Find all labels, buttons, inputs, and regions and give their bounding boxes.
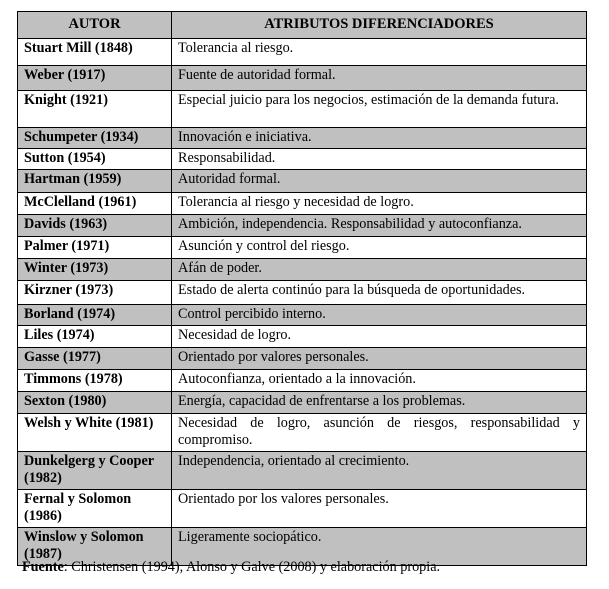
cell-autor: Liles (1974): [18, 326, 172, 348]
cell-attributes: Control percibido interno.: [172, 305, 587, 326]
cell-attributes: Responsabilidad.: [172, 149, 587, 170]
cell-autor: Gasse (1977): [18, 348, 172, 370]
cell-autor: Kirzner (1973): [18, 281, 172, 305]
cell-autor: Sexton (1980): [18, 392, 172, 414]
table-row: [18, 281, 587, 305]
cell-attributes: Autoridad formal.: [172, 170, 587, 193]
cell-attributes: Orientado por los valores personales.: [172, 490, 587, 528]
cell-attributes: Afán de poder.: [172, 259, 587, 281]
source-text: : Christensen (1994), Alonso y Galve (2008) y elaboración propia.: [63, 559, 441, 575]
cell-autor: Davids (1963): [18, 215, 172, 237]
attributes-table: [17, 11, 587, 566]
table-row: [18, 66, 587, 91]
table-row: [18, 348, 587, 370]
table-row: [18, 170, 587, 193]
table-row: [18, 414, 587, 452]
cell-attributes: Energía, capacidad de enfrentarse a los problemas.: [172, 392, 587, 414]
table-row: [18, 305, 587, 326]
cell-attributes: Tolerancia al riesgo y necesidad de logro.: [172, 193, 587, 215]
cell-autor: Sutton (1954): [18, 149, 172, 170]
cell-autor: Stuart Mill (1848): [18, 39, 172, 66]
cell-autor: Borland (1974): [18, 305, 172, 326]
cell-attributes: Ligeramente sociopático.: [172, 528, 587, 566]
cell-attributes: Autoconfianza, orientado a la innovación.: [172, 370, 587, 392]
cell-autor: McClelland (1961): [18, 193, 172, 215]
source-note: [22, 559, 440, 576]
table-row: [18, 490, 587, 528]
table-row: [18, 259, 587, 281]
table-row: [18, 128, 587, 149]
cell-autor: Fernal y Solomon (1986): [18, 490, 172, 528]
table-row: [18, 237, 587, 259]
source-label: Fuente: [22, 559, 64, 575]
cell-attributes: Ambición, independencia. Responsabilidad y autoconfianza.: [172, 215, 587, 237]
cell-attributes: Independencia, orientado al crecimiento.: [172, 452, 587, 490]
table-row: [18, 392, 587, 414]
cell-autor: Winslow y Solomon (1987): [18, 528, 172, 566]
cell-attributes: Estado de alerta continúo para la búsqueda de oportunidades.: [172, 281, 587, 305]
cell-attributes: Orientado por valores personales.: [172, 348, 587, 370]
cell-attributes: Innovación e iniciativa.: [172, 128, 587, 149]
cell-attributes: Fuente de autoridad formal.: [172, 66, 587, 91]
table-row: [18, 326, 587, 348]
table-row: [18, 452, 587, 490]
table-row: [18, 215, 587, 237]
table-row: [18, 91, 587, 128]
header-autor: AUTOR: [18, 12, 172, 39]
table-row: [18, 149, 587, 170]
table-body: [18, 39, 587, 566]
cell-attributes: Asunción y control del riesgo.: [172, 237, 587, 259]
cell-attributes: Especial juicio para los negocios, estimación de la demanda futura.: [172, 91, 587, 128]
cell-autor: Dunkelgerg y Cooper (1982): [18, 452, 172, 490]
cell-autor: Weber (1917): [18, 66, 172, 91]
cell-autor: Hartman (1959): [18, 170, 172, 193]
table-header-row: [18, 12, 587, 39]
cell-autor: Palmer (1971): [18, 237, 172, 259]
table-row: [18, 193, 587, 215]
cell-autor: Winter (1973): [18, 259, 172, 281]
cell-autor: Knight (1921): [18, 91, 172, 128]
table-row: [18, 39, 587, 66]
cell-attributes: Necesidad de logro.: [172, 326, 587, 348]
table-row: [18, 370, 587, 392]
cell-autor: Timmons (1978): [18, 370, 172, 392]
cell-autor: Schumpeter (1934): [18, 128, 172, 149]
cell-autor: Welsh y White (1981): [18, 414, 172, 452]
header-attributes: ATRIBUTOS DIFERENCIADORES: [172, 12, 587, 39]
cell-attributes: Necesidad de logro, asunción de riesgos, responsabilidad y compromiso.: [172, 414, 587, 452]
cell-attributes: Tolerancia al riesgo.: [172, 39, 587, 66]
